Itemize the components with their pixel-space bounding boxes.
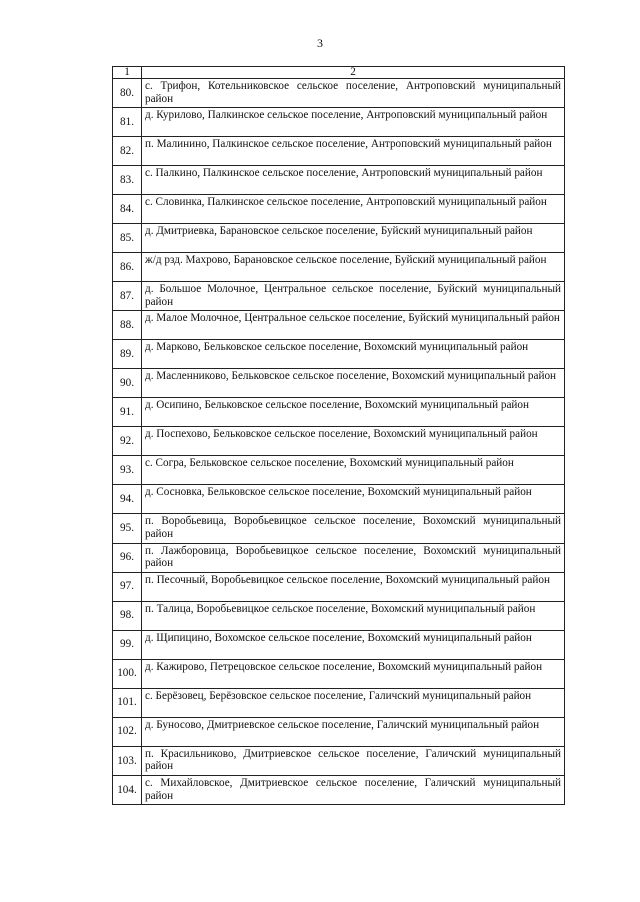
- page-number: 3: [317, 36, 323, 50]
- table-body: [113, 79, 565, 805]
- settlements-table: [112, 66, 565, 805]
- row-number: 94.: [113, 485, 142, 514]
- row-number: 91.: [113, 398, 142, 427]
- row-number: 80.: [113, 79, 142, 108]
- row-number: 88.: [113, 311, 142, 340]
- settlement-description: с. Трифон, Котельниковское сельское поселение, Антроповский муниципальный район: [142, 79, 565, 108]
- row-number: 84.: [113, 195, 142, 224]
- settlement-description: д. Щипицино, Вохомское сельское поселение, Вохомский муниципальный район: [142, 630, 565, 659]
- row-number: 100.: [113, 659, 142, 688]
- table-row: [113, 253, 565, 282]
- settlement-description: п. Песочный, Воробьевицкое сельское поселение, Вохомский муниципальный район: [142, 572, 565, 601]
- table-row: [113, 195, 565, 224]
- table-row: [113, 746, 565, 775]
- table-row: [113, 311, 565, 340]
- table-row: [113, 572, 565, 601]
- table-row: [113, 427, 565, 456]
- settlement-description: д. Сосновка, Бельковское сельское поселение, Вохомский муниципальный район: [142, 485, 565, 514]
- settlement-description: д. Большое Молочное, Центральное сельское поселение, Буйский муниципальный район: [142, 282, 565, 311]
- table-row: [113, 717, 565, 746]
- settlement-description: с. Берёзовец, Берёзовское сельское поселение, Галичский муниципальный район: [142, 688, 565, 717]
- row-number: 95.: [113, 514, 142, 543]
- row-number: 98.: [113, 601, 142, 630]
- settlement-description: п. Воробьевица, Воробьевицкое сельское поселение, Вохомский муниципальный район: [142, 514, 565, 543]
- table-row: [113, 543, 565, 572]
- row-number: 87.: [113, 282, 142, 311]
- settlement-description: п. Красильниково, Дмитриевское сельское поселение, Галичский муниципальный район: [142, 746, 565, 775]
- table-row: [113, 630, 565, 659]
- table-row: [113, 398, 565, 427]
- table-row: [113, 688, 565, 717]
- settlement-description: ж/д рзд. Махрово, Барановское сельское поселение, Буйский муниципальный район: [142, 253, 565, 282]
- table-row: [113, 282, 565, 311]
- row-number: 101.: [113, 688, 142, 717]
- table-row: [113, 108, 565, 137]
- row-number: 81.: [113, 108, 142, 137]
- column-header-number: 1: [113, 67, 142, 79]
- row-number: 89.: [113, 340, 142, 369]
- table-row: [113, 137, 565, 166]
- row-number: 93.: [113, 456, 142, 485]
- table-row: [113, 224, 565, 253]
- settlement-description: с. Согра, Бельковское сельское поселение, Вохомский муниципальный район: [142, 456, 565, 485]
- table-row: [113, 601, 565, 630]
- table-row: [113, 659, 565, 688]
- settlement-description: с. Словинка, Палкинское сельское поселение, Антроповский муниципальный район: [142, 195, 565, 224]
- row-number: 83.: [113, 166, 142, 195]
- table-row: [113, 456, 565, 485]
- settlement-description: п. Талица, Воробьевицкое сельское поселение, Вохомский муниципальный район: [142, 601, 565, 630]
- row-number: 102.: [113, 717, 142, 746]
- settlement-description: д. Малое Молочное, Центральное сельское поселение, Буйский муниципальный район: [142, 311, 565, 340]
- settlement-description: д. Кажирово, Петрецовское сельское поселение, Вохомский муниципальный район: [142, 659, 565, 688]
- row-number: 86.: [113, 253, 142, 282]
- settlement-description: п. Малинино, Палкинское сельское поселение, Антроповский муниципальный район: [142, 137, 565, 166]
- settlement-description: д. Курилово, Палкинское сельское поселение, Антроповский муниципальный район: [142, 108, 565, 137]
- row-number: 99.: [113, 630, 142, 659]
- row-number: 104.: [113, 775, 142, 804]
- row-number: 96.: [113, 543, 142, 572]
- row-number: 97.: [113, 572, 142, 601]
- column-header-name: 2: [142, 67, 565, 79]
- row-number: 90.: [113, 369, 142, 398]
- settlement-description: с. Палкино, Палкинское сельское поселение, Антроповский муниципальный район: [142, 166, 565, 195]
- table-row: [113, 340, 565, 369]
- row-number: 82.: [113, 137, 142, 166]
- table-row: [113, 775, 565, 804]
- table-row: [113, 79, 565, 108]
- settlement-description: п. Лажборовица, Воробьевицкое сельское поселение, Вохомский муниципальный район: [142, 543, 565, 572]
- table-row: [113, 369, 565, 398]
- settlement-description: д. Поспехово, Бельковское сельское поселение, Вохомский муниципальный район: [142, 427, 565, 456]
- table-row: [113, 514, 565, 543]
- settlement-description: с. Михайловское, Дмитриевское сельское поселение, Галичский муниципальный район: [142, 775, 565, 804]
- row-number: 103.: [113, 746, 142, 775]
- row-number: 92.: [113, 427, 142, 456]
- settlement-description: д. Буносово, Дмитриевское сельское поселение, Галичский муниципальный район: [142, 717, 565, 746]
- settlement-description: д. Осипино, Бельковское сельское поселение, Вохомский муниципальный район: [142, 398, 565, 427]
- settlement-description: д. Дмитриевка, Барановское сельское поселение, Буйский муниципальный район: [142, 224, 565, 253]
- settlement-description: д. Марково, Бельковское сельское поселение, Вохомский муниципальный район: [142, 340, 565, 369]
- table-header-row: [113, 67, 565, 79]
- row-number: 85.: [113, 224, 142, 253]
- settlement-description: д. Масленниково, Бельковское сельское поселение, Вохомский муниципальный район: [142, 369, 565, 398]
- table-row: [113, 485, 565, 514]
- table-row: [113, 166, 565, 195]
